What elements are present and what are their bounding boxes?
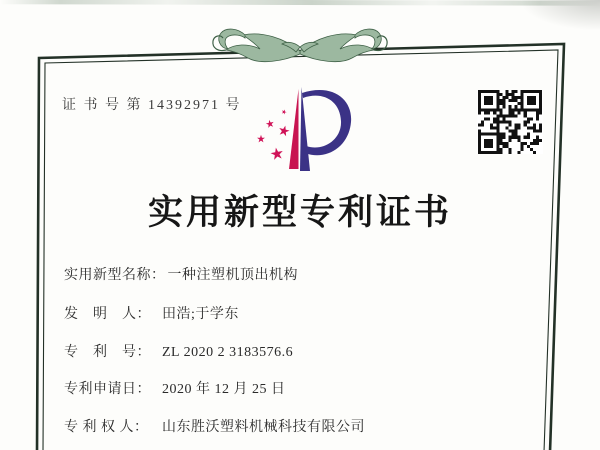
field-label: 专利申请日： <box>64 382 151 397</box>
logo-stars <box>257 109 291 161</box>
field-value: 山东胜沃塑料机械科技有限公司 <box>162 420 365 435</box>
field-inventors <box>64 303 239 323</box>
field-utility-model-name <box>64 264 298 284</box>
certificate-number: 证 书 号 第 14392971 号 <box>62 98 242 113</box>
field-patent-number <box>64 341 293 361</box>
field-patentee <box>64 416 365 436</box>
field-value: 田浩;于学东 <box>162 307 239 322</box>
field-label: 专 利 号： <box>64 345 151 360</box>
field-label: 发 明 人： <box>64 307 151 322</box>
field-value: ZL 2020 2 3183576.6 <box>162 345 294 360</box>
verification-qr-code <box>477 90 543 154</box>
field-value: 一种注塑机顶出机构 <box>167 268 298 283</box>
field-label: 实用新型名称： <box>64 268 166 283</box>
logo-p-shape <box>300 87 351 171</box>
field-value: 2020 年 12 月 25 日 <box>162 382 286 397</box>
logo-red-blade <box>289 89 299 169</box>
field-label: 专 利 权 人： <box>64 420 149 435</box>
certificate-title: 实用新型专利证书 <box>147 193 452 232</box>
field-application-date <box>64 378 286 398</box>
cnipa-logo <box>257 87 351 171</box>
